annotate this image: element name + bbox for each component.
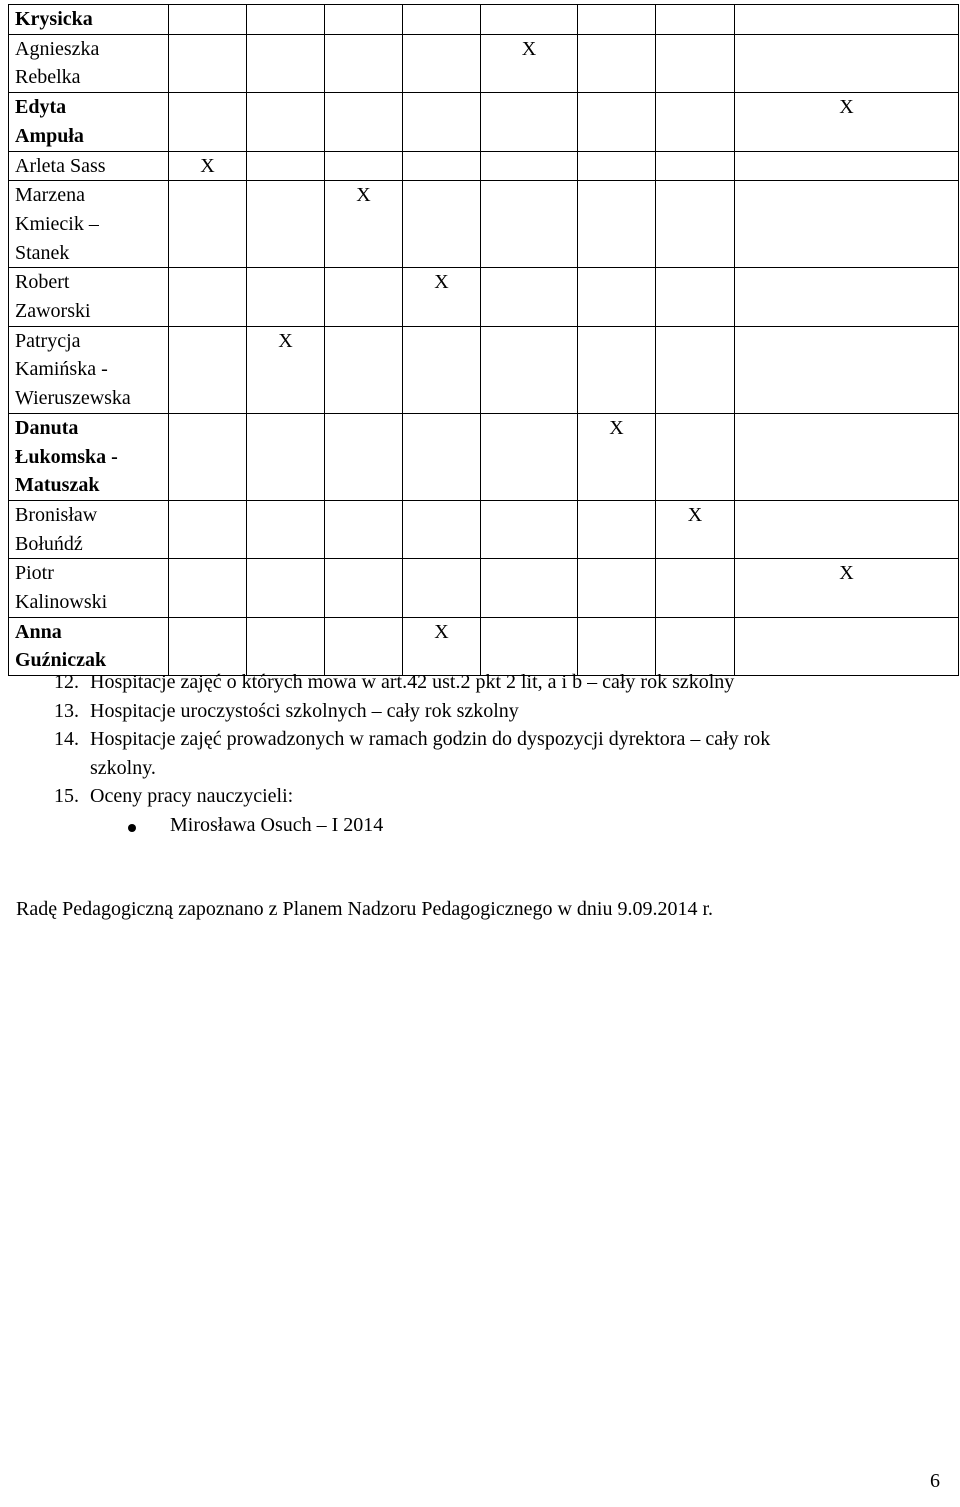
teacher-name-line: Edyta — [15, 96, 67, 119]
mark-cell — [578, 413, 656, 500]
list-text: Hospitacje uroczystości szkolnych – cały rok szkolny — [90, 699, 519, 722]
plan-list — [0, 668, 960, 840]
list-text: Hospitacje zajęć prowadzonych w ramach godzin do dyspozycji dyrektora – cały rok — [90, 728, 771, 751]
mark-cell — [325, 500, 403, 558]
teacher-name-line: Robert — [15, 271, 70, 294]
mark-x: X — [839, 96, 854, 119]
mark-cell — [169, 559, 247, 617]
mark-cell — [578, 617, 656, 675]
page-number: 6 — [930, 1470, 940, 1492]
mark-cell — [481, 617, 578, 675]
mark-cell — [656, 268, 735, 326]
mark-cell — [403, 5, 481, 35]
teacher-name-line: Piotr — [15, 562, 54, 585]
bullet-icon — [128, 824, 136, 832]
mark-x: X — [278, 329, 293, 352]
mark-cell — [735, 93, 959, 151]
mark-cell — [403, 326, 481, 413]
table-row — [9, 151, 959, 181]
mark-cell — [578, 93, 656, 151]
teacher-name-cell — [9, 5, 169, 35]
mark-cell — [325, 268, 403, 326]
teacher-name-line: Marzena — [15, 184, 85, 207]
table-row — [9, 5, 959, 35]
mark-cell — [403, 617, 481, 675]
mark-cell — [169, 5, 247, 35]
mark-cell — [169, 151, 247, 181]
teacher-name-line: Kamińska - — [15, 358, 108, 381]
list-item-12 — [0, 668, 960, 697]
teacher-name-line: Kmiecik – — [15, 212, 99, 235]
mark-cell — [735, 617, 959, 675]
teacher-name-cell — [9, 413, 169, 500]
list-item-14-continuation: szkolny. — [90, 756, 156, 779]
mark-cell — [325, 559, 403, 617]
list-number: 13. — [54, 699, 79, 722]
mark-cell — [735, 5, 959, 35]
teacher-name-line: Danuta — [15, 416, 79, 439]
mark-cell — [247, 500, 325, 558]
mark-cell — [656, 181, 735, 268]
teacher-name-line: Ampuła — [15, 124, 84, 147]
list-number: 15. — [54, 785, 79, 808]
mark-cell — [325, 34, 403, 92]
list-item-14 — [0, 725, 960, 754]
mark-x: X — [609, 416, 624, 439]
teacher-name-line: Matuszak — [15, 474, 100, 497]
table-row — [9, 413, 959, 500]
teacher-name-cell — [9, 93, 169, 151]
teacher-name-cell — [9, 268, 169, 326]
mark-cell — [656, 413, 735, 500]
list-text: Oceny pracy nauczycieli: — [90, 785, 294, 808]
list-text: Hospitacje zajęć o których mowa w art.42 ust.2 pkt 2 lit, a i b – cały rok szkolny — [90, 671, 735, 693]
mark-cell — [656, 326, 735, 413]
mark-x: X — [356, 184, 371, 207]
mark-cell — [481, 151, 578, 181]
mark-cell — [247, 93, 325, 151]
list-number: 14. — [54, 728, 79, 751]
mark-cell — [403, 500, 481, 558]
mark-cell — [169, 181, 247, 268]
mark-cell — [481, 93, 578, 151]
table-row — [9, 268, 959, 326]
teacher-name-cell — [9, 34, 169, 92]
mark-cell — [325, 181, 403, 268]
mark-cell — [247, 34, 325, 92]
teacher-name-cell — [9, 181, 169, 268]
mark-cell — [656, 5, 735, 35]
teacher-name-line: Wieruszewska — [15, 387, 131, 410]
mark-cell — [403, 181, 481, 268]
mark-cell — [169, 500, 247, 558]
table-row — [9, 93, 959, 151]
teacher-name-cell — [9, 617, 169, 675]
teacher-name-line: Agnieszka — [15, 37, 100, 60]
teacher-name-line: Guźniczak — [15, 649, 107, 672]
mark-cell — [169, 413, 247, 500]
mark-cell — [481, 181, 578, 268]
teacher-name-line: Bronisław — [15, 503, 98, 526]
teacher-name-line: Kalinowski — [15, 591, 108, 614]
mark-cell — [481, 5, 578, 35]
mark-cell — [247, 326, 325, 413]
mark-cell — [247, 151, 325, 181]
mark-cell — [735, 559, 959, 617]
mark-x: X — [434, 620, 449, 643]
mark-cell — [735, 151, 959, 181]
mark-cell — [247, 268, 325, 326]
mark-cell — [403, 559, 481, 617]
mark-cell — [325, 5, 403, 35]
mark-cell — [325, 93, 403, 151]
teacher-name-cell — [9, 500, 169, 558]
table-row — [9, 34, 959, 92]
table-row — [9, 181, 959, 268]
list-item-15 — [0, 782, 960, 811]
mark-cell — [578, 181, 656, 268]
teacher-name-cell — [9, 151, 169, 181]
teacher-name-line: Anna — [15, 620, 62, 643]
table-row — [9, 617, 959, 675]
mark-cell — [169, 326, 247, 413]
mark-cell — [656, 34, 735, 92]
teacher-name-line: Rebelka — [15, 66, 81, 89]
mark-cell — [735, 268, 959, 326]
list-number: 12. — [54, 671, 79, 693]
mark-x: X — [521, 37, 537, 60]
mark-cell — [403, 34, 481, 92]
mark-cell — [735, 34, 959, 92]
mark-cell — [403, 93, 481, 151]
mark-cell — [169, 617, 247, 675]
mark-cell — [656, 617, 735, 675]
mark-x: X — [434, 271, 449, 294]
teacher-name-line: Bołuńdź — [15, 532, 83, 555]
mark-cell — [325, 326, 403, 413]
mark-cell — [578, 326, 656, 413]
mark-cell — [169, 93, 247, 151]
mark-cell — [403, 268, 481, 326]
teacher-name-line: Patrycja — [15, 329, 81, 352]
mark-cell — [247, 617, 325, 675]
mark-cell — [481, 34, 578, 92]
mark-cell — [578, 151, 656, 181]
bullet-text: Mirosława Osuch – I 2014 — [170, 813, 384, 836]
mark-cell — [325, 413, 403, 500]
mark-cell — [578, 268, 656, 326]
teacher-name-line: Arleta Sass — [15, 154, 106, 177]
mark-cell — [735, 500, 959, 558]
mark-cell — [735, 181, 959, 268]
mark-cell — [481, 500, 578, 558]
footer-statement: Radę Pedagogiczną zapoznano z Planem Nadzoru Pedagogicznego w dniu 9.09.2014 r. — [16, 898, 714, 920]
teacher-name-cell — [9, 326, 169, 413]
mark-cell — [403, 151, 481, 181]
table-row — [9, 500, 959, 558]
mark-cell — [656, 151, 735, 181]
list-item-13 — [0, 697, 960, 726]
mark-x: X — [687, 503, 703, 526]
mark-cell — [578, 34, 656, 92]
schedule-table — [8, 4, 959, 676]
mark-cell — [656, 93, 735, 151]
mark-cell — [325, 151, 403, 181]
bullet-item — [0, 811, 960, 840]
mark-cell — [656, 559, 735, 617]
teacher-name-line: Łukomska - — [15, 445, 118, 468]
mark-cell — [247, 181, 325, 268]
mark-x: X — [839, 562, 854, 585]
mark-cell — [325, 617, 403, 675]
mark-cell — [481, 326, 578, 413]
mark-cell — [735, 326, 959, 413]
mark-cell — [578, 500, 656, 558]
table-row — [9, 559, 959, 617]
mark-cell — [169, 268, 247, 326]
teacher-name-cell — [9, 559, 169, 617]
mark-cell — [656, 500, 735, 558]
mark-x: X — [200, 154, 215, 177]
mark-cell — [247, 5, 325, 35]
table-row — [9, 326, 959, 413]
mark-cell — [735, 413, 959, 500]
mark-cell — [481, 559, 578, 617]
teacher-name-line: Zaworski — [15, 300, 91, 323]
mark-cell — [247, 413, 325, 500]
mark-cell — [403, 413, 481, 500]
mark-cell — [481, 268, 578, 326]
teacher-name-line: Krysicka — [15, 8, 93, 30]
mark-cell — [578, 559, 656, 617]
teacher-name-line: Stanek — [15, 241, 70, 264]
mark-cell — [481, 413, 578, 500]
mark-cell — [247, 559, 325, 617]
mark-cell — [578, 5, 656, 35]
mark-cell — [169, 34, 247, 92]
